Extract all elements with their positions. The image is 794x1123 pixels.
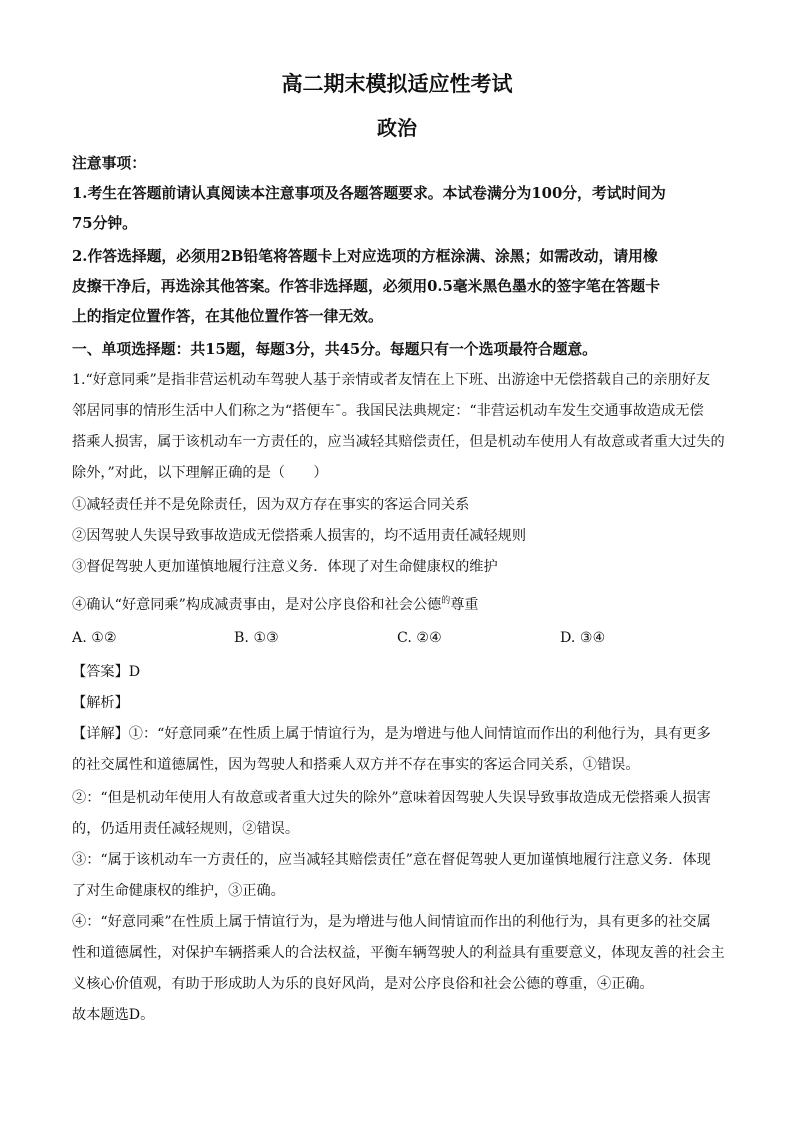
detail-line: ②：“但是机动年使用人有故意或者重大过失的除外”意味着因驾驶人失误导致事故造成无偿搭乘人损害	[72, 790, 711, 806]
statement-3: ③督促驾驶人更加谨慎地履行注意义务．体现了对生命健康权的维护	[72, 559, 498, 575]
conclusion: 故本题选D。	[72, 1007, 155, 1023]
detail-line: ④：“好意同乘”在性质上属于情谊行为，是为增进与他人间情谊而作出的利他行为，具有更多的社交属	[72, 914, 711, 930]
question-stem-line: 除外，”对此，以下理解正确的是（ ）	[72, 465, 328, 481]
detail-line: 义核心价值观，有助于形成助人为乐的良好风尚，是对公序良俗和社会公德的尊重，④正确。	[72, 976, 654, 992]
question-stem-line: 1.“好意同乘”是指非营运机动车驾驶人基于亲情或者友情在上下班、出游途中无偿搭载自己的亲朋好友	[72, 372, 711, 388]
analysis-label: 【解析】	[72, 695, 129, 711]
notes-heading: 注意事项：	[72, 155, 146, 172]
option-b: B. ①③	[234, 630, 279, 646]
detail-line: 了对生命健康权的维护，③正确。	[72, 883, 285, 899]
answer: 【答案】D	[72, 664, 141, 680]
question-stem-line: 邻居同事的情形生活中人们称之为“搭便车ˉ。我国民法典规定：“非营运机动车发生交通事故造成无偿	[72, 403, 704, 419]
detail-line: 的，仍适用责任减轻规则，②错误。	[72, 821, 300, 837]
option-c: C. ②④	[397, 630, 442, 646]
notes-item2-line3: 上的指定位置作答，在其他位置作答一律无效。	[72, 308, 383, 325]
statement-4: ④确认“好意同乘”构成减责事由，是对公序良俗和社会公德$^的$尊重	[72, 596, 479, 613]
notes-item1-line1: 1.考生在答题前请认真阅读本注意事项及各题答题要求。本试卷满分为100分，考试时间为	[72, 185, 666, 202]
subject-title: 政治	[377, 116, 417, 140]
statement-1: ①减轻责任并不是免除责任，因为双方存在事实的客运合同关系	[72, 497, 470, 513]
notes-item1-line2: 75分钟。	[72, 215, 137, 232]
detail-line: 性和道德属性，对保护车辆搭乘人的合法权益，平衡车辆驾驶人的利益具有重要意义，体现友善的社会主	[72, 945, 725, 961]
notes-item2-line1: 2.作答选择题，必须用2B铅笔将答题卡上对应选项的方框涂满、涂黑；如需改动，请用橡	[72, 248, 658, 265]
detail-line: 的社交属性和道德属性，因为驾驶人和搭乘人双方并不存在事实的客运合同关系，①错误。	[72, 757, 640, 773]
option-d: D. ③④	[560, 630, 606, 646]
detail-line: ③：“属于该机动车一方责任的，应当减轻其赔偿责任”意在督促驾驶人更加谨慎地履行注意义务．体现	[72, 852, 711, 868]
option-a: A. ①②	[72, 630, 117, 646]
statement-2: ②因驾驶人失误导致事故造成无偿搭乘人损害的，均不适用责任减轻规则	[72, 528, 527, 544]
detail-line: 【详解】①：“好意同乘”在性质上属于情谊行为，是为增进与他人间情谊而作出的利他行为，具有更多	[72, 726, 711, 742]
question-stem-line: 搭乘人损害，属于该机动车一方责任的，应当减轻其赔偿责任，但是机动车使用人有故意或者重大过失的	[72, 434, 725, 450]
section-heading: 一、单项选择题：共15题，每题3分，共45分。每题只有一个选项最符合题意。	[72, 341, 597, 358]
exam-title: 高二期末模拟适应性考试	[281, 71, 513, 96]
notes-item2-line2: 皮擦干净后，再选涂其他答案。作答非选择题，必须用0.5毫米黑色墨水的签字笔在答题卡	[72, 278, 661, 295]
